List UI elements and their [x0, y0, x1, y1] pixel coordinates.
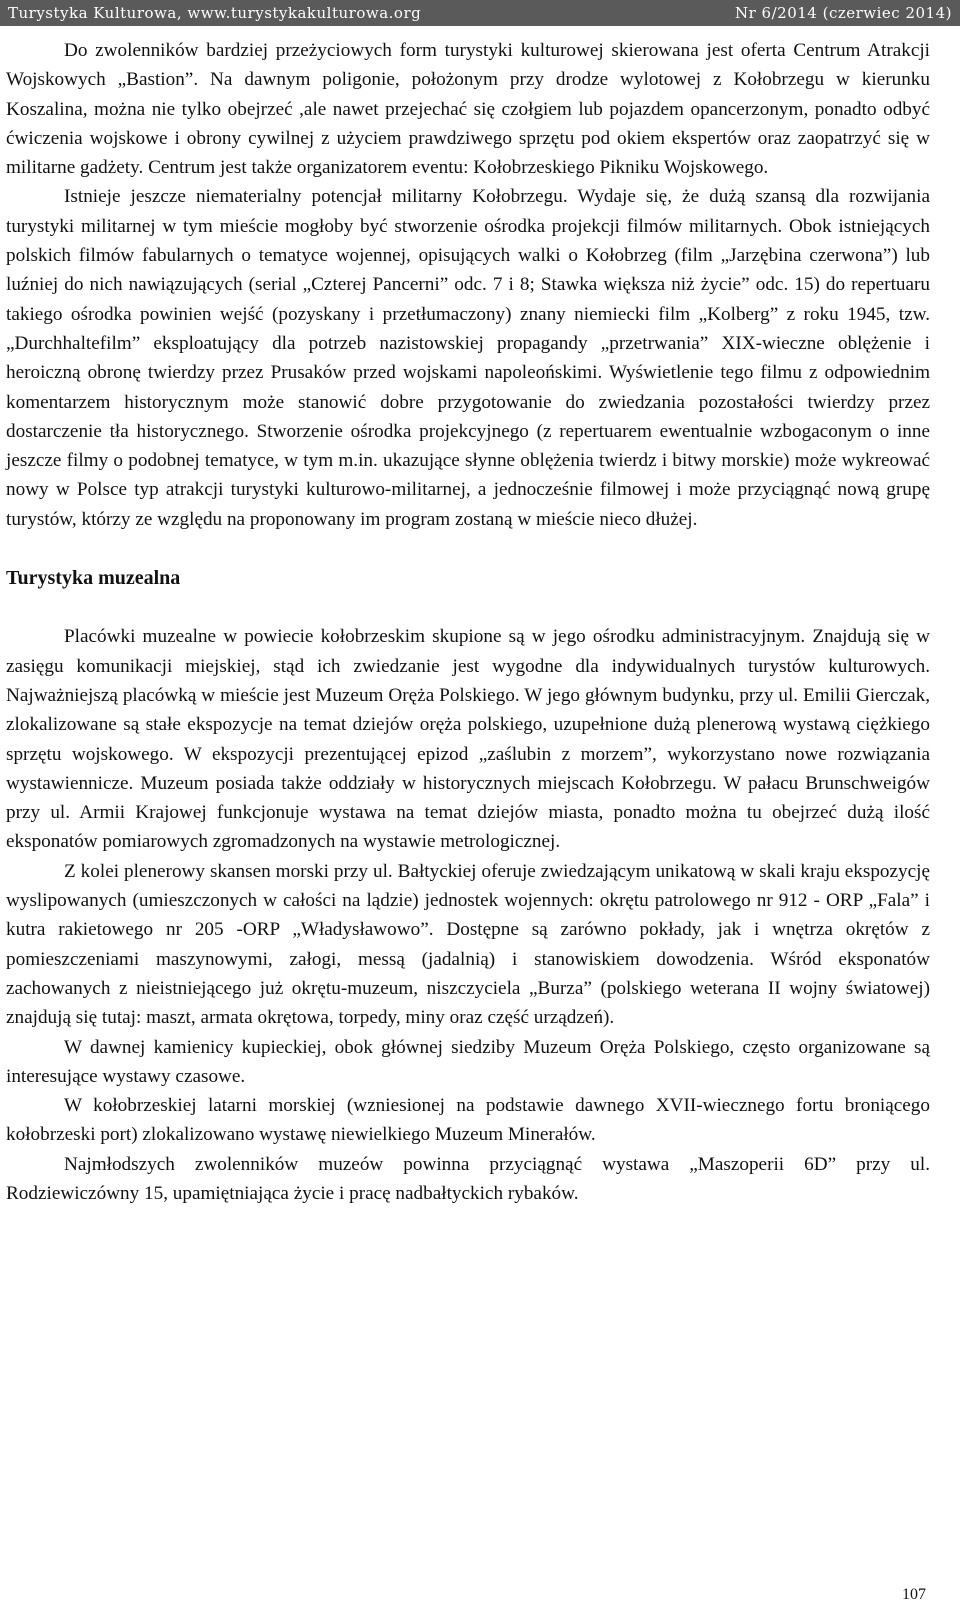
paragraph-museum-intro: Placówki muzealne w powiecie kołobrzeskim skupione są w jego ośrodku administracyjnym. Znajdują się w zasięgu komunikacji miejskiej, stąd ich zwiedzanie jest wygodne dla indywidualnych turystów kulturowych. Najważniejszą placówką w mieście jest Muzeum Oręża Polskiego. W jego głównym budynku, przy ul. Emilii Gierczak, zlokalizowane są stałe ekspozycje na temat dziejów oręża polskiego, uzupełnione dużą plenerową wystawą ciężkiego sprzętu wojskowego. W ekspozycji prezentującej epizod „zaślubin z morzem”, wykorzystano nowe rozwiązania wystawiennicze. Muzeum posiada także oddziały w historycznych miejscach Kołobrzegu. W pałacu Brunschweigów przy ul. Armii Krajowej funkcjonuje wystawa na temat dziejów miasta, ponadto można tu obejrzeć dużą ilość eksponatów pomiarowych zgromadzonych na wystawie metrologicznej.: [6, 626, 930, 853]
page-number: 107: [902, 1586, 926, 1603]
issue-number: Nr 6/2014 (czerwiec 2014): [734, 4, 952, 22]
running-header: [0, 0, 960, 26]
paragraph-bastion: Do zwolenników bardziej przeżyciowych form turystyki kulturowej skierowana jest oferta Centrum Atrakcji Wojskowych „Bastion”. Na dawnym poligonie, położonym przy drodze wylotowej z Kołobrzegu w kierunku Koszalina, można nie tylko obejrzeć ,ale nawet przejechać się czołgiem lub pojazdem opancerzonym, ponadto odbyć ćwiczenia wojskowe i obrony cywilnej z użyciem prawdziwego sprzętu pod okiem ekspertów oraz zaopatrzyć się w militarne gadżety. Centrum jest także organizatorem eventu: Kołobrzeskiego Pikniku Wojskowego.: [6, 40, 930, 179]
journal-title: Turystyka Kulturowa, www.turystykakulturowa.org: [8, 4, 422, 22]
paragraph-film-potential: Istnieje jeszcze niematerialny potencjał militarny Kołobrzegu. Wydaje się, że dużą szansą dla rozwijania turystyki militarnej w tym mieście mogłoby być stworzenie ośrodka projekcji filmów militarnych. Obok istniejących polskich filmów fabularnych o tematyce wojennej, opisujących walki o Kołobrzeg (film „Jarzębina czerwona”) lub luźniej do nich nawiązujących (serial „Czterej Pancerni” odc. 7 i 8; Stawka większa niż życie” odc. 15) do repertuaru takiego ośrodka powinien wejść (pozyskany i przetłumaczony) znany niemiecki film „Kolberg” z roku 1945, tzw. „Durchhaltefilm” eksploatujący dla potrzeb nazistowskiej propagandy „przetrwania” XIX-wieczne oblężenie i heroiczną obronę twierdzy przez Prusaków przed wojskami napoleońskimi. Wyświetlenie tego filmu z odpowiednim komentarzem historycznym może stanowić dobre przygotowanie do zwiedzania pozostałości twierdzy przez dostarczenie tła historycznego. Stworzenie ośrodka projekcyjnego (z repertuarem ewentualnie wzbogaconym o inne jeszcze filmy o podobnej tematyce, w tym m.in. ukazujące słynne oblężenia twierdz i bitwy morskie) może wykreować nowy w Polsce typ atrakcji turystyki kulturowo-militarnej, a jednocześnie filmowej i może przyciągnąć nową grupę turystów, którzy ze względu na proponowany im program zostaną w mieście nieco dłużej.: [6, 186, 930, 530]
paragraph-temporary-exhibits: W dawnej kamienicy kupieckiej, obok głównej siedziby Muzeum Oręża Polskiego, często organizowane są interesujące wystawy czasowe.: [6, 1036, 930, 1087]
paragraph-lighthouse: W kołobrzeskiej latarni morskiej (wzniesionej na podstawie dawnego XVII-wiecznego fortu broniącego kołobrzeski port) zlokalizowano wystawę niewielkiego Muzeum Minerałów.: [6, 1095, 930, 1146]
article-body: [6, 36, 930, 1208]
section-heading-museums: Turystyka muzealna: [6, 567, 181, 590]
paragraph-naval-skansen: Z kolei plenerowy skansen morski przy ul. Bałtyckiej oferuje zwiedzającym unikatową w skali kraju ekspozycję wyslipowanych (umieszczonych w całości na lądzie) jednostek wojennych: okrętu patrolowego nr 912 - ORP „Fala” i kutra rakietowego nr 205 -ORP „Władysławowo”. Dostępne są zarówno pokłady, jak i wnętrza okrętów z pomieszczeniami maszynowymi, załogi, messą (jadalnią) i stanowiskiem dowodzenia. Wśród eksponatów zachowanych z nieistniejącego już okrętu-muzeum, niszczyciela „Burza” (polskiego weterana II wojny światowej) znajdują się tutaj: maszt, armata okrętowa, torpedy, miny oraz część urządzeń).: [6, 860, 930, 1029]
paragraph-maszoperia: Najmłodszych zwolenników muzeów powinna przyciągnąć wystawa „Maszoperii 6D” przy ul. Rodziewiczówny 15, upamiętniająca życie i pracę nadbałtyckich rybaków.: [6, 1153, 930, 1204]
